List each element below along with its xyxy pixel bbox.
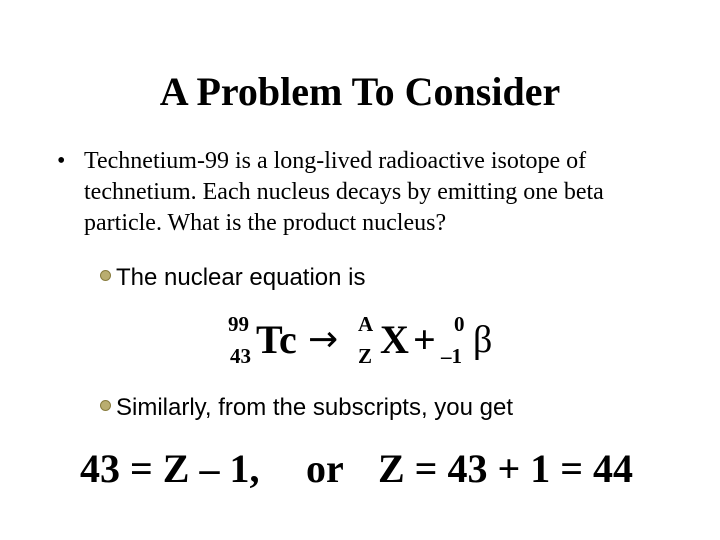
beta-symbol: β <box>473 319 493 361</box>
product-atomic-number: Z <box>358 344 373 368</box>
nuclear-equation <box>228 312 508 372</box>
product-mass-number: A <box>358 312 374 336</box>
sub-bullet-1 <box>100 264 366 292</box>
main-bullet-text: Technetium-99 is a long-lived radioactive isotope of technetium. Each nucleus decays by emitting one beta particle. What is the product nucleus? <box>84 148 604 236</box>
plus-sign: + <box>413 317 436 362</box>
equation-or: or <box>306 446 344 491</box>
sub-bullet-1-text: The nuclear equation is <box>116 264 366 291</box>
equation-part-2: Z = 43 + 1 = 44 <box>378 446 634 491</box>
reactant-mass-number: 99 <box>228 312 249 336</box>
product-symbol: X <box>380 317 409 362</box>
equation-part-1: 43 = Z – 1, <box>80 446 260 491</box>
subscript-equation <box>80 445 660 495</box>
slide-title: A Problem To Consider <box>159 69 561 114</box>
main-bullet-icon: • <box>57 148 66 174</box>
sub-bullet-2 <box>100 394 513 422</box>
reaction-arrow: → <box>308 319 339 360</box>
bullet-dot-icon <box>100 400 111 411</box>
reactant-symbol: Tc <box>256 317 297 362</box>
bullet-dot-icon <box>100 270 111 281</box>
reactant-atomic-number: 43 <box>230 344 251 368</box>
beta-mass-number: 0 <box>454 312 465 336</box>
sub-bullet-2-text: Similarly, from the subscripts, you get <box>116 394 514 421</box>
beta-charge: –1 <box>441 344 462 368</box>
